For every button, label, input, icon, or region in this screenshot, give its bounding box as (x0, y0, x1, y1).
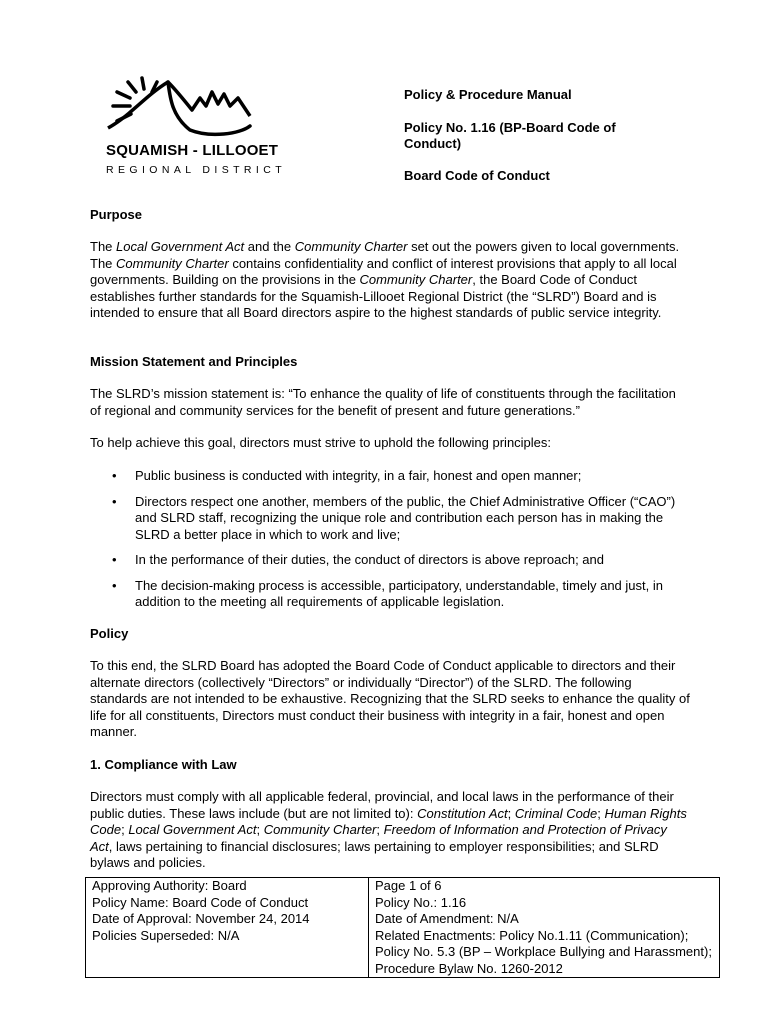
principles-intro: To help achieve this goal, directors must strive to uphold the following principles: (90, 435, 552, 450)
policy-number: Policy No. 1.16 (BP-Board Code of Conduct) (404, 120, 616, 151)
mission-heading: Mission Statement and Principles (90, 354, 298, 369)
logo-name: SQUAMISH - LILLOOET (106, 142, 279, 159)
table-cell: Policy Name: Board Code of Conduct (86, 895, 369, 912)
table-row (86, 895, 720, 912)
table-cell: Approving Authority: Board (86, 878, 369, 895)
policy-title: Board Code of Conduct (404, 168, 550, 183)
policy-info-table (85, 877, 720, 978)
table-cell: Policy No.: 1.16 (369, 895, 720, 912)
table-cell: Date of Approval: November 24, 2014 (86, 911, 369, 928)
slrd-logo (100, 76, 290, 180)
mission-statement: The SLRD’s mission statement is: “To enhance the quality of life of constituents through the facilitation of regional and community services for the benefit of present and future generations.” (90, 386, 676, 418)
policy-heading: Policy (90, 626, 129, 641)
principles-list (90, 468, 690, 611)
purpose-heading: Purpose (90, 207, 143, 222)
manual-title: Policy & Procedure Manual (404, 87, 572, 102)
compliance-paragraph: Directors must comply with all applicable federal, provincial, and local laws in the performance of their public duties. These laws include (but are not limited to): Constitution Act; Criminal Code; Human Rights Code; Local Government Act; Community Charter; Freedom of Information and Protection of Privacy Act, laws pertaining to financial disclosures; laws pertaining to employer responsibilities; and SLRD bylaws and policies. (90, 789, 687, 870)
table-row (86, 928, 720, 978)
table-cell: Page 1 of 6 (369, 878, 720, 895)
logo-subtitle: REGIONAL DISTRICT (106, 164, 287, 176)
list-item: • Directors respect one another, members of the public, the Chief Administrative Officer (“CAO”) and SLRD staff, recognizing the unique role and contribution each person has in making the SLRD a better place in which to work and live; (90, 494, 690, 544)
compliance-heading: 1. Compliance with Law (90, 757, 237, 772)
table-cell: Policies Superseded: N/A (86, 928, 369, 978)
list-item: • The decision-making process is accessible, participatory, understandable, timely and just, in addition to the meeting all requirements of applicable legislation. (90, 578, 690, 611)
mountain-sun-icon (100, 76, 290, 140)
table-row (86, 911, 720, 928)
table-row (86, 878, 720, 895)
list-item: • Public business is conducted with integrity, in a fair, honest and open manner; (90, 468, 690, 485)
list-item: • In the performance of their duties, the conduct of directors is above reproach; and (90, 552, 690, 569)
table-cell: Date of Amendment: N/A (369, 911, 720, 928)
purpose-paragraph: The Local Government Act and the Community Charter set out the powers given to local governments. The Community Charter contains confidentiality and conflict of interest provisions that apply to all local governments. Building on the provisions in the Community Charter, the Board Code of Conduct establishes further standards for the Squamish-Lillooet Regional District (the “SLRD”) Board and is intended to ensure that all Board directors aspire to the highest standards of public service integrity. (90, 239, 680, 320)
table-cell: Related Enactments: Policy No.1.11 (Communication); Policy No. 5.3 (BP – Workplace Bullying and Harassment); Procedure Bylaw No. 1260-2012 (369, 928, 720, 978)
policy-paragraph: To this end, the SLRD Board has adopted the Board Code of Conduct applicable to directors and their alternate directors (collectively “Directors” or individually “Director”) of the SLRD. The following standards are not intended to be exhaustive. Recognizing that the SLRD seeks to enhance the quality of life for all constituents, Directors must conduct their business with integrity in a fair, honest and open manner. (90, 658, 690, 739)
